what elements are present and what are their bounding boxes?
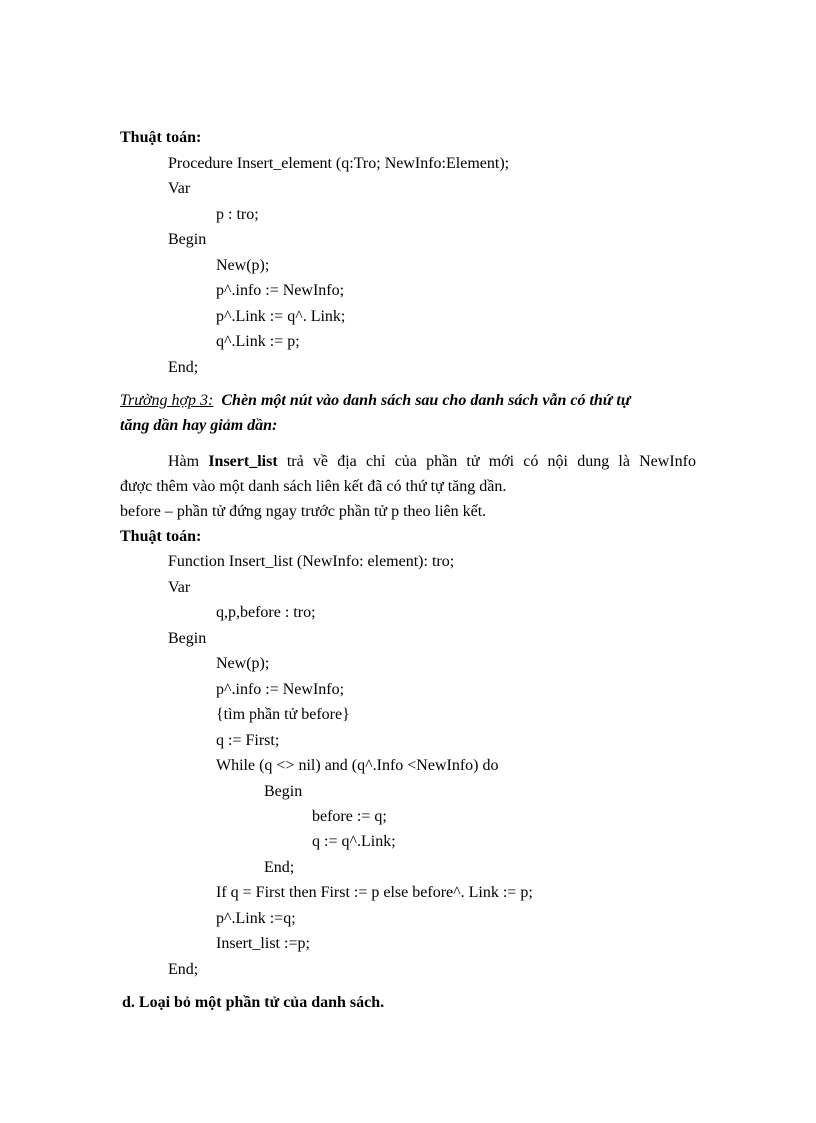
code-line: p^.info := NewInfo; [216, 282, 345, 299]
code-line: End; [168, 961, 199, 978]
code-line: q := q^.Link; [312, 833, 396, 850]
description-prefix: Hàm [168, 453, 209, 470]
algorithm-heading-1: Thuật toán: [120, 129, 202, 146]
code-line: If q = First then First := p else before^. Link := p; [216, 884, 533, 901]
code-line: Insert_list :=p; [216, 935, 310, 952]
code-line: While (q <> nil) and (q^.Info <NewInfo) do [216, 757, 499, 774]
code-line: New(p); [216, 655, 270, 672]
case-3-title-cont: tăng dần hay giảm dần: [120, 417, 278, 434]
code-line: p^.Link := q^. Link; [216, 308, 346, 325]
description-line-2: được thêm vào một danh sách liên kết đã có thứ tự tăng dần. [120, 478, 507, 495]
code-line: p^.info := NewInfo; [216, 681, 345, 698]
code-line: Procedure Insert_element (q:Tro; NewInfo:Element); [168, 155, 510, 172]
case-3-title: Chèn một nút vào danh sách sau cho danh sách vẫn có thứ tự [221, 392, 631, 409]
code-line: Begin [168, 630, 207, 647]
code-comment: {tìm phần tử before} [216, 706, 350, 723]
code-line: Begin [264, 783, 303, 800]
case-3-heading [120, 391, 630, 411]
case-3-label: Trường hợp 3: [120, 392, 214, 409]
code-line: Var [168, 180, 191, 197]
code-line: End; [168, 359, 199, 376]
code-line: New(p); [216, 257, 270, 274]
before-note: before – phần tử đứng ngay trước phần tử p theo liên kết. [120, 503, 487, 520]
algorithm-heading-2: Thuật toán: [120, 528, 202, 545]
code-line: q^.Link := p; [216, 333, 300, 350]
code-line: p : tro; [216, 206, 259, 223]
code-line: Var [168, 579, 191, 596]
code-line: q := First; [216, 732, 280, 749]
code-line: before := q; [312, 808, 387, 825]
code-line: q,p,before : tro; [216, 604, 316, 621]
section-d-heading: d. Loại bỏ một phần tử của danh sách. [122, 994, 385, 1011]
code-line: End; [264, 859, 295, 876]
description-line-1 [120, 452, 696, 472]
code-line: Begin [168, 231, 207, 248]
description-rest: trả về địa chỉ của phần tử mới có nội dung là NewInfo [277, 453, 696, 470]
code-line: p^.Link :=q; [216, 910, 296, 927]
code-line: Function Insert_list (NewInfo: element): tro; [168, 553, 455, 570]
function-name: Insert_list [208, 453, 278, 470]
